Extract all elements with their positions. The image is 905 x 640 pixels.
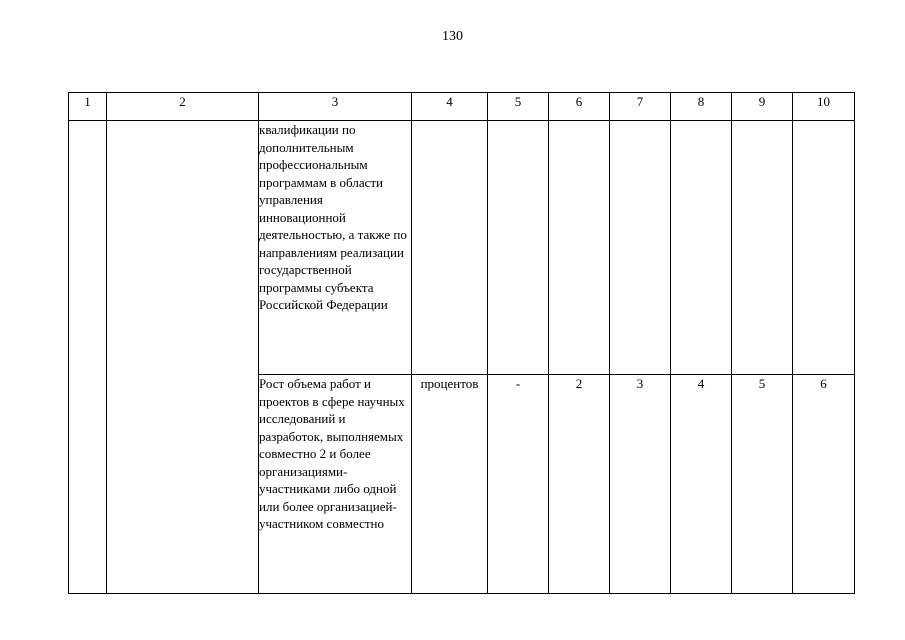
value-cell <box>549 121 610 375</box>
column-header-7: 7 <box>610 93 671 121</box>
column-header-5: 5 <box>488 93 549 121</box>
value-cell: 2 <box>549 375 610 594</box>
column-header-2: 2 <box>107 93 259 121</box>
indicators-table <box>68 92 855 594</box>
indicator-name-cell: квалификации по дополнительным профессиональным программам в области управления инновационной деятельностью, а также по направлениям реализации государственной программы субъекта Российской Федерации <box>259 121 412 375</box>
page-number: 130 <box>442 29 463 44</box>
program-element-cell <box>107 121 259 594</box>
value-cell: 5 <box>732 375 793 594</box>
value-cell <box>793 121 855 375</box>
unit-cell <box>412 121 488 375</box>
column-header-6: 6 <box>549 93 610 121</box>
table-header-row <box>69 93 855 121</box>
column-header-1: 1 <box>69 93 107 121</box>
column-header-3: 3 <box>259 93 412 121</box>
table-row <box>69 121 855 375</box>
value-cell <box>488 121 549 375</box>
value-cell: 6 <box>793 375 855 594</box>
column-header-8: 8 <box>671 93 732 121</box>
indicator-name-cell: Рост объема работ и проектов в сфере научных исследований и разработок, выполняемых совместно 2 и более организациями-участниками либо одной или более организацией-участником совместно <box>259 375 412 594</box>
value-cell <box>610 121 671 375</box>
value-cell: 3 <box>610 375 671 594</box>
column-header-4: 4 <box>412 93 488 121</box>
column-header-9: 9 <box>732 93 793 121</box>
value-cell <box>671 121 732 375</box>
row-number-cell <box>69 121 107 594</box>
column-header-10: 10 <box>793 93 855 121</box>
value-cell: - <box>488 375 549 594</box>
value-cell: 4 <box>671 375 732 594</box>
value-cell <box>732 121 793 375</box>
unit-cell: процентов <box>412 375 488 594</box>
